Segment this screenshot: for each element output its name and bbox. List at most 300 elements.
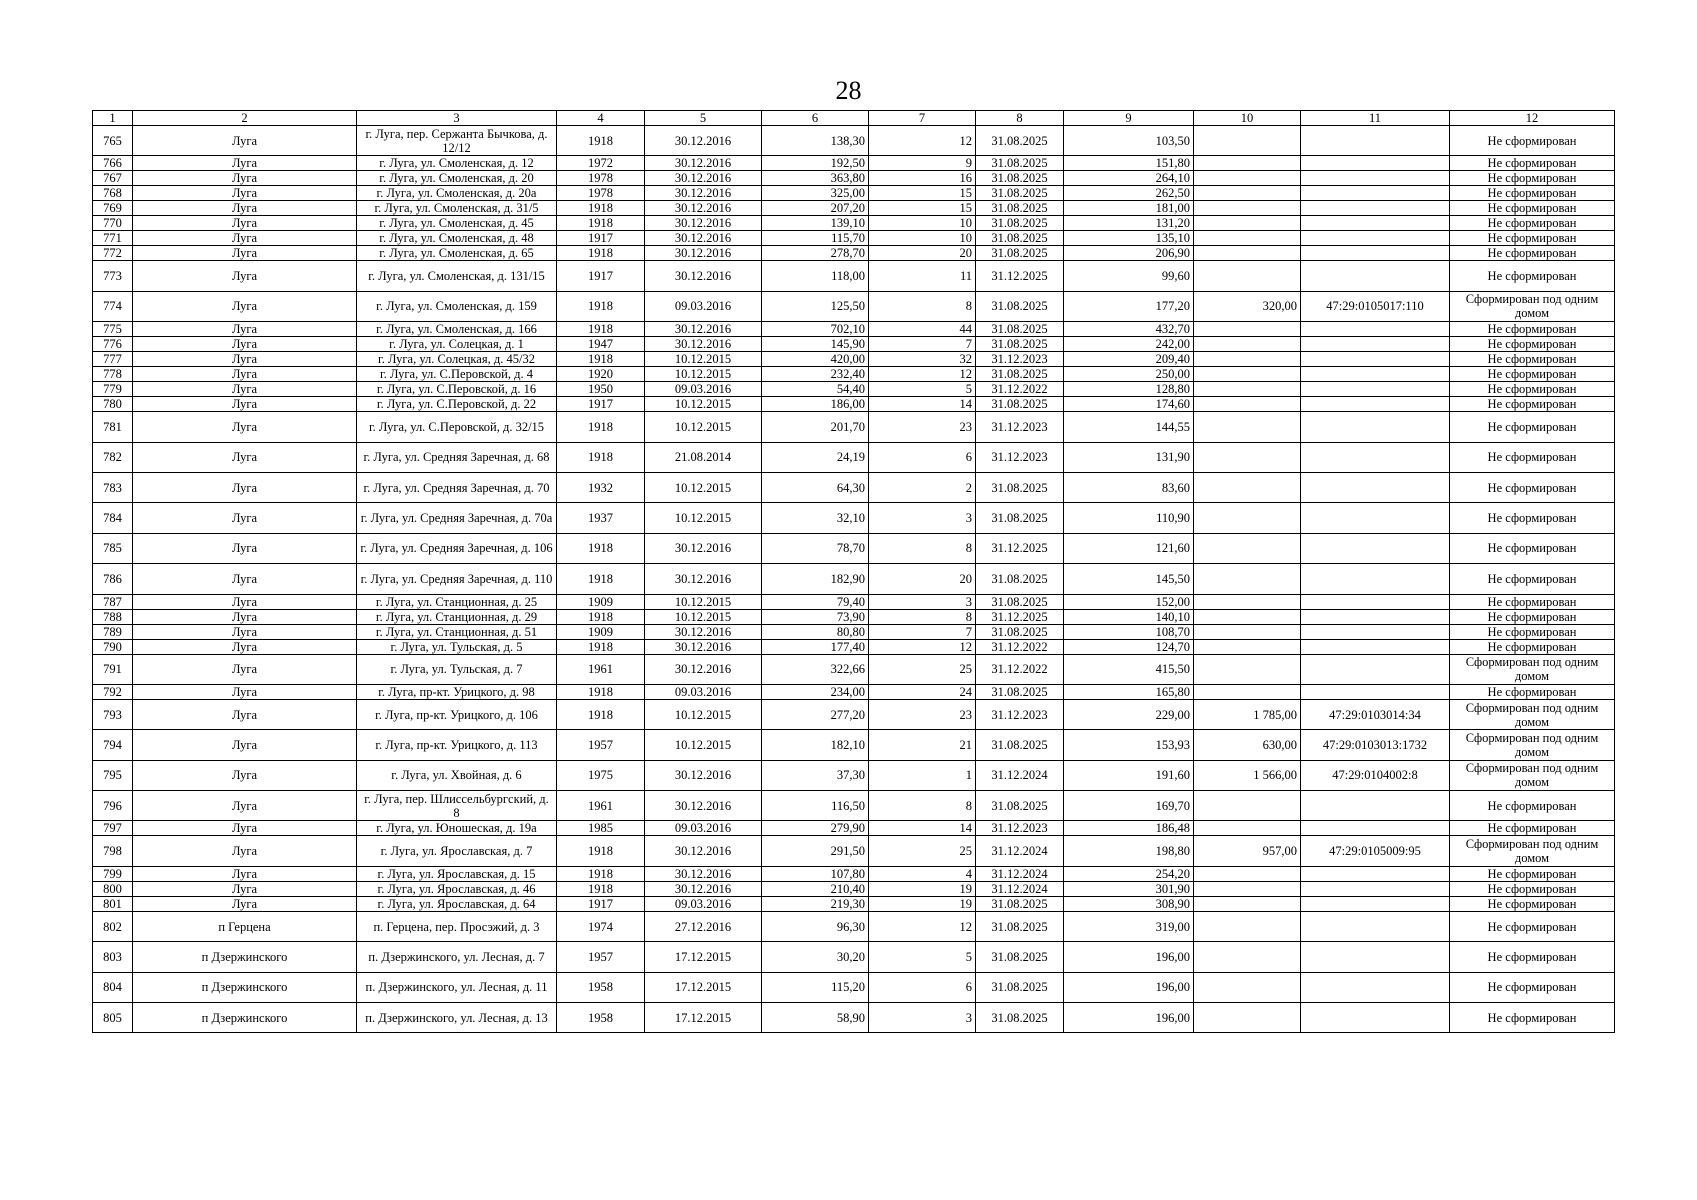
cost-cell: 415,50: [1064, 654, 1194, 684]
table-row: [93, 881, 1615, 896]
land-area-cell: [1194, 1003, 1301, 1033]
table-row: [93, 216, 1615, 231]
plan-date-cell: 31.08.2025: [976, 684, 1064, 699]
locality-cell: Луга: [133, 201, 357, 216]
table-row: [93, 836, 1615, 866]
address-cell: г. Луга, ул. С.Перовской, д. 22: [357, 397, 557, 412]
cadastral-number-cell: [1301, 171, 1450, 186]
table-row: [93, 126, 1615, 156]
plan-date-cell: 31.08.2025: [976, 126, 1064, 156]
status-cell: Не сформирован: [1450, 684, 1615, 699]
cadastral-number-cell: [1301, 412, 1450, 442]
column-header: 9: [1064, 111, 1194, 126]
status-cell: Не сформирован: [1450, 942, 1615, 972]
table-row: [93, 609, 1615, 624]
area-cell: 201,70: [762, 412, 869, 442]
year-built-cell: 1917: [557, 231, 645, 246]
date-cell: 30.12.2016: [645, 866, 762, 881]
status-cell: Сформирован под одним домом: [1450, 291, 1615, 321]
status-cell: Не сформирован: [1450, 881, 1615, 896]
column-header: 11: [1301, 111, 1450, 126]
plan-date-cell: 31.08.2025: [976, 911, 1064, 941]
table-row: [93, 1003, 1615, 1033]
status-cell: Не сформирован: [1450, 382, 1615, 397]
area-cell: 207,20: [762, 201, 869, 216]
year-built-cell: 1917: [557, 397, 645, 412]
date-cell: 21.08.2014: [645, 442, 762, 472]
cadastral-number-cell: [1301, 972, 1450, 1002]
cost-cell: 181,00: [1064, 201, 1194, 216]
row-number-cell: 773: [93, 261, 133, 291]
locality-cell: п Дзержинского: [133, 1003, 357, 1033]
land-area-cell: [1194, 322, 1301, 337]
row-number-cell: 801: [93, 896, 133, 911]
address-cell: г. Луга, ул. Средняя Заречная, д. 110: [357, 564, 557, 594]
residents-cell: 7: [869, 337, 976, 352]
land-area-cell: [1194, 684, 1301, 699]
cost-cell: 124,70: [1064, 639, 1194, 654]
date-cell: 30.12.2016: [645, 337, 762, 352]
status-cell: Не сформирован: [1450, 896, 1615, 911]
table-row: [93, 972, 1615, 1002]
table-row: [93, 472, 1615, 502]
residents-cell: 12: [869, 639, 976, 654]
address-cell: г. Луга, пер. Шлиссельбургский, д. 8: [357, 791, 557, 821]
cadastral-number-cell: [1301, 322, 1450, 337]
land-area-cell: [1194, 442, 1301, 472]
cadastral-number-cell: [1301, 156, 1450, 171]
year-built-cell: 1975: [557, 760, 645, 790]
row-number-cell: 785: [93, 533, 133, 563]
cost-cell: 128,80: [1064, 382, 1194, 397]
row-number-cell: 776: [93, 337, 133, 352]
land-area-cell: 1 785,00: [1194, 699, 1301, 729]
status-cell: Сформирован под одним домом: [1450, 699, 1615, 729]
status-cell: Не сформирован: [1450, 261, 1615, 291]
locality-cell: Луга: [133, 472, 357, 502]
residents-cell: 5: [869, 942, 976, 972]
land-area-cell: [1194, 639, 1301, 654]
locality-cell: Луга: [133, 382, 357, 397]
table-body: [93, 126, 1615, 1033]
land-area-cell: [1194, 624, 1301, 639]
cost-cell: 135,10: [1064, 231, 1194, 246]
cost-cell: 99,60: [1064, 261, 1194, 291]
locality-cell: Луга: [133, 261, 357, 291]
date-cell: 17.12.2015: [645, 1003, 762, 1033]
row-number-cell: 790: [93, 639, 133, 654]
date-cell: 30.12.2016: [645, 231, 762, 246]
cost-cell: 209,40: [1064, 352, 1194, 367]
area-cell: 79,40: [762, 594, 869, 609]
address-cell: г. Луга, пр-кт. Урицкого, д. 98: [357, 684, 557, 699]
date-cell: 10.12.2015: [645, 503, 762, 533]
table-row: [93, 699, 1615, 729]
date-cell: 10.12.2015: [645, 397, 762, 412]
table-row: [93, 382, 1615, 397]
status-cell: Не сформирован: [1450, 911, 1615, 941]
row-number-cell: 774: [93, 291, 133, 321]
row-number-cell: 804: [93, 972, 133, 1002]
area-cell: 277,20: [762, 699, 869, 729]
table-row: [93, 684, 1615, 699]
table-row: [93, 171, 1615, 186]
address-cell: г. Луга, ул. Средняя Заречная, д. 70: [357, 472, 557, 502]
land-area-cell: [1194, 821, 1301, 836]
year-built-cell: 1958: [557, 972, 645, 1002]
locality-cell: Луга: [133, 337, 357, 352]
column-header: 8: [976, 111, 1064, 126]
row-number-cell: 770: [93, 216, 133, 231]
row-number-cell: 768: [93, 186, 133, 201]
cost-cell: 144,55: [1064, 412, 1194, 442]
cadastral-number-cell: 47:29:0103014:34: [1301, 699, 1450, 729]
year-built-cell: 1918: [557, 836, 645, 866]
area-cell: 32,10: [762, 503, 869, 533]
row-number-cell: 792: [93, 684, 133, 699]
cadastral-number-cell: [1301, 126, 1450, 156]
land-area-cell: [1194, 609, 1301, 624]
cost-cell: 432,70: [1064, 322, 1194, 337]
status-cell: Не сформирован: [1450, 564, 1615, 594]
address-cell: п. Дзержинского, ул. Лесная, д. 11: [357, 972, 557, 1002]
address-cell: г. Луга, ул. Смоленская, д. 159: [357, 291, 557, 321]
status-cell: Сформирован под одним домом: [1450, 836, 1615, 866]
address-cell: г. Луга, пр-кт. Урицкого, д. 113: [357, 730, 557, 760]
address-cell: г. Луга, ул. Ярославская, д. 46: [357, 881, 557, 896]
date-cell: 17.12.2015: [645, 972, 762, 1002]
residents-cell: 20: [869, 246, 976, 261]
area-cell: 702,10: [762, 322, 869, 337]
year-built-cell: 1918: [557, 609, 645, 624]
year-built-cell: 1957: [557, 730, 645, 760]
area-cell: 139,10: [762, 216, 869, 231]
status-cell: Не сформирован: [1450, 186, 1615, 201]
year-built-cell: 1932: [557, 472, 645, 502]
address-cell: г. Луга, ул. Солецкая, д. 45/32: [357, 352, 557, 367]
cadastral-number-cell: [1301, 564, 1450, 594]
date-cell: 30.12.2016: [645, 156, 762, 171]
date-cell: 30.12.2016: [645, 246, 762, 261]
cost-cell: 191,60: [1064, 760, 1194, 790]
residents-cell: 24: [869, 684, 976, 699]
cost-cell: 264,10: [1064, 171, 1194, 186]
date-cell: 30.12.2016: [645, 639, 762, 654]
plan-date-cell: 31.08.2025: [976, 337, 1064, 352]
land-area-cell: [1194, 972, 1301, 1002]
row-number-cell: 767: [93, 171, 133, 186]
address-cell: г. Луга, ул. С.Перовской, д. 4: [357, 367, 557, 382]
area-cell: 54,40: [762, 382, 869, 397]
date-cell: 10.12.2015: [645, 352, 762, 367]
residents-cell: 23: [869, 699, 976, 729]
row-number-cell: 803: [93, 942, 133, 972]
status-cell: Не сформирован: [1450, 639, 1615, 654]
address-cell: г. Луга, ул. Станционная, д. 51: [357, 624, 557, 639]
row-number-cell: 772: [93, 246, 133, 261]
address-cell: п. Дзержинского, ул. Лесная, д. 13: [357, 1003, 557, 1033]
address-cell: г. Луга, пр-кт. Урицкого, д. 106: [357, 699, 557, 729]
table-row: [93, 442, 1615, 472]
plan-date-cell: 31.12.2023: [976, 821, 1064, 836]
residents-cell: 20: [869, 564, 976, 594]
area-cell: 115,20: [762, 972, 869, 1002]
land-area-cell: [1194, 382, 1301, 397]
area-cell: 37,30: [762, 760, 869, 790]
table-row: [93, 564, 1615, 594]
year-built-cell: 1947: [557, 337, 645, 352]
status-cell: Не сформирован: [1450, 533, 1615, 563]
row-number-cell: 766: [93, 156, 133, 171]
address-cell: г. Луга, ул. Смоленская, д. 20: [357, 171, 557, 186]
status-cell: Не сформирован: [1450, 866, 1615, 881]
plan-date-cell: 31.08.2025: [976, 171, 1064, 186]
row-number-cell: 794: [93, 730, 133, 760]
cadastral-number-cell: [1301, 382, 1450, 397]
address-cell: г. Луга, ул. Смоленская, д. 12: [357, 156, 557, 171]
residents-cell: 3: [869, 594, 976, 609]
plan-date-cell: 31.12.2023: [976, 412, 1064, 442]
plan-date-cell: 31.08.2025: [976, 791, 1064, 821]
year-built-cell: 1918: [557, 216, 645, 231]
area-cell: 116,50: [762, 791, 869, 821]
locality-cell: п Герцена: [133, 911, 357, 941]
land-area-cell: [1194, 911, 1301, 941]
land-area-cell: [1194, 942, 1301, 972]
residents-cell: 2: [869, 472, 976, 502]
table-row: [93, 352, 1615, 367]
row-number-cell: 793: [93, 699, 133, 729]
row-number-cell: 796: [93, 791, 133, 821]
address-cell: г. Луга, ул. Средняя Заречная, д. 68: [357, 442, 557, 472]
status-cell: Не сформирован: [1450, 126, 1615, 156]
plan-date-cell: 31.08.2025: [976, 397, 1064, 412]
land-area-cell: [1194, 503, 1301, 533]
cadastral-number-cell: [1301, 639, 1450, 654]
locality-cell: Луга: [133, 186, 357, 201]
address-cell: г. Луга, ул. Смоленская, д. 31/5: [357, 201, 557, 216]
land-area-cell: [1194, 594, 1301, 609]
land-area-cell: [1194, 186, 1301, 201]
status-cell: Не сформирован: [1450, 397, 1615, 412]
address-cell: г. Луга, ул. Ярославская, д. 15: [357, 866, 557, 881]
plan-date-cell: 31.08.2025: [976, 503, 1064, 533]
cadastral-number-cell: [1301, 791, 1450, 821]
locality-cell: Луга: [133, 367, 357, 382]
address-cell: г. Луга, ул. Солецкая, д. 1: [357, 337, 557, 352]
plan-date-cell: 31.12.2025: [976, 261, 1064, 291]
column-header: 6: [762, 111, 869, 126]
land-area-cell: [1194, 654, 1301, 684]
locality-cell: Луга: [133, 231, 357, 246]
date-cell: 09.03.2016: [645, 291, 762, 321]
locality-cell: Луга: [133, 594, 357, 609]
year-built-cell: 1972: [557, 156, 645, 171]
date-cell: 30.12.2016: [645, 216, 762, 231]
cost-cell: 153,93: [1064, 730, 1194, 760]
area-cell: 80,80: [762, 624, 869, 639]
cost-cell: 186,48: [1064, 821, 1194, 836]
status-cell: Не сформирован: [1450, 156, 1615, 171]
row-number-cell: 778: [93, 367, 133, 382]
year-built-cell: 1957: [557, 942, 645, 972]
land-area-cell: [1194, 564, 1301, 594]
plan-date-cell: 31.12.2023: [976, 699, 1064, 729]
area-cell: 78,70: [762, 533, 869, 563]
cadastral-number-cell: [1301, 942, 1450, 972]
address-cell: г. Луга, ул. Юношеская, д. 19а: [357, 821, 557, 836]
cost-cell: 177,20: [1064, 291, 1194, 321]
cost-cell: 250,00: [1064, 367, 1194, 382]
date-cell: 10.12.2015: [645, 412, 762, 442]
table-row: [93, 821, 1615, 836]
status-cell: Не сформирован: [1450, 624, 1615, 639]
date-cell: 10.12.2015: [645, 367, 762, 382]
cadastral-number-cell: [1301, 352, 1450, 367]
year-built-cell: 1917: [557, 896, 645, 911]
table-row: [93, 503, 1615, 533]
row-number-cell: 781: [93, 412, 133, 442]
cadastral-number-cell: [1301, 896, 1450, 911]
table-row: [93, 246, 1615, 261]
year-built-cell: 1918: [557, 639, 645, 654]
status-cell: Не сформирован: [1450, 246, 1615, 261]
residents-cell: 6: [869, 972, 976, 1002]
cadastral-number-cell: [1301, 261, 1450, 291]
table-row: [93, 791, 1615, 821]
cadastral-number-cell: [1301, 821, 1450, 836]
date-cell: 30.12.2016: [645, 881, 762, 896]
plan-date-cell: 31.08.2025: [976, 367, 1064, 382]
land-area-cell: [1194, 352, 1301, 367]
date-cell: 30.12.2016: [645, 624, 762, 639]
land-area-cell: [1194, 261, 1301, 291]
locality-cell: Луга: [133, 836, 357, 866]
cost-cell: 196,00: [1064, 1003, 1194, 1033]
row-number-cell: 787: [93, 594, 133, 609]
cadastral-number-cell: [1301, 246, 1450, 261]
cadastral-number-cell: 47:29:0103013:1732: [1301, 730, 1450, 760]
residents-cell: 8: [869, 791, 976, 821]
residents-cell: 9: [869, 156, 976, 171]
row-number-cell: 775: [93, 322, 133, 337]
date-cell: 30.12.2016: [645, 261, 762, 291]
area-cell: 58,90: [762, 1003, 869, 1033]
table-row: [93, 231, 1615, 246]
area-cell: 125,50: [762, 291, 869, 321]
table-row: [93, 337, 1615, 352]
year-built-cell: 1918: [557, 881, 645, 896]
row-number-cell: 786: [93, 564, 133, 594]
locality-cell: Луга: [133, 881, 357, 896]
plan-date-cell: 31.08.2025: [976, 322, 1064, 337]
date-cell: 10.12.2015: [645, 472, 762, 502]
cost-cell: 242,00: [1064, 337, 1194, 352]
locality-cell: п Дзержинского: [133, 972, 357, 1002]
plan-date-cell: 31.12.2022: [976, 654, 1064, 684]
locality-cell: Луга: [133, 156, 357, 171]
table-row: [93, 533, 1615, 563]
plan-date-cell: 31.12.2024: [976, 760, 1064, 790]
cadastral-number-cell: [1301, 367, 1450, 382]
plan-date-cell: 31.12.2023: [976, 442, 1064, 472]
row-number-cell: 782: [93, 442, 133, 472]
year-built-cell: 1918: [557, 126, 645, 156]
plan-date-cell: 31.12.2024: [976, 836, 1064, 866]
address-cell: г. Луга, ул. Средняя Заречная, д. 70а: [357, 503, 557, 533]
land-area-cell: [1194, 397, 1301, 412]
area-cell: 210,40: [762, 881, 869, 896]
status-cell: Не сформирован: [1450, 1003, 1615, 1033]
residents-cell: 25: [869, 836, 976, 866]
land-area-cell: [1194, 791, 1301, 821]
year-built-cell: 1918: [557, 442, 645, 472]
locality-cell: Луга: [133, 684, 357, 699]
locality-cell: Луга: [133, 397, 357, 412]
residents-cell: 23: [869, 412, 976, 442]
plan-date-cell: 31.08.2025: [976, 291, 1064, 321]
plan-date-cell: 31.08.2025: [976, 942, 1064, 972]
date-cell: 30.12.2016: [645, 760, 762, 790]
row-number-cell: 783: [93, 472, 133, 502]
row-number-cell: 798: [93, 836, 133, 866]
row-number-cell: 765: [93, 126, 133, 156]
address-cell: г. Луга, ул. Средняя Заречная, д. 106: [357, 533, 557, 563]
area-cell: 118,00: [762, 261, 869, 291]
locality-cell: Луга: [133, 896, 357, 911]
land-area-cell: 630,00: [1194, 730, 1301, 760]
address-cell: г. Луга, ул. Хвойная, д. 6: [357, 760, 557, 790]
locality-cell: Луга: [133, 609, 357, 624]
residents-cell: 12: [869, 911, 976, 941]
year-built-cell: 1918: [557, 866, 645, 881]
residents-cell: 15: [869, 201, 976, 216]
column-header: 2: [133, 111, 357, 126]
cadastral-number-cell: [1301, 533, 1450, 563]
column-header: 7: [869, 111, 976, 126]
column-header: 4: [557, 111, 645, 126]
year-built-cell: 1918: [557, 201, 645, 216]
cost-cell: 229,00: [1064, 699, 1194, 729]
column-header: 5: [645, 111, 762, 126]
row-number-cell: 791: [93, 654, 133, 684]
land-area-cell: [1194, 367, 1301, 382]
page-number: 28: [835, 76, 862, 105]
status-cell: Сформирован под одним домом: [1450, 730, 1615, 760]
date-cell: 09.03.2016: [645, 896, 762, 911]
address-cell: г. Луга, ул. Смоленская, д. 20а: [357, 186, 557, 201]
land-area-cell: [1194, 126, 1301, 156]
cost-cell: 196,00: [1064, 972, 1194, 1002]
cadastral-number-cell: [1301, 609, 1450, 624]
date-cell: 30.12.2016: [645, 564, 762, 594]
locality-cell: Луга: [133, 760, 357, 790]
year-built-cell: 1918: [557, 564, 645, 594]
status-cell: Не сформирован: [1450, 442, 1615, 472]
cost-cell: 83,60: [1064, 472, 1194, 502]
address-cell: г. Луга, ул. Ярославская, д. 64: [357, 896, 557, 911]
residents-cell: 10: [869, 231, 976, 246]
cost-cell: 151,80: [1064, 156, 1194, 171]
table-row: [93, 261, 1615, 291]
status-cell: Не сформирован: [1450, 352, 1615, 367]
area-cell: 219,30: [762, 896, 869, 911]
cost-cell: 108,70: [1064, 624, 1194, 639]
residents-cell: 1: [869, 760, 976, 790]
cost-cell: 152,00: [1064, 594, 1194, 609]
address-cell: г. Луга, ул. Станционная, д. 25: [357, 594, 557, 609]
cadastral-number-cell: 47:29:0105017:110: [1301, 291, 1450, 321]
